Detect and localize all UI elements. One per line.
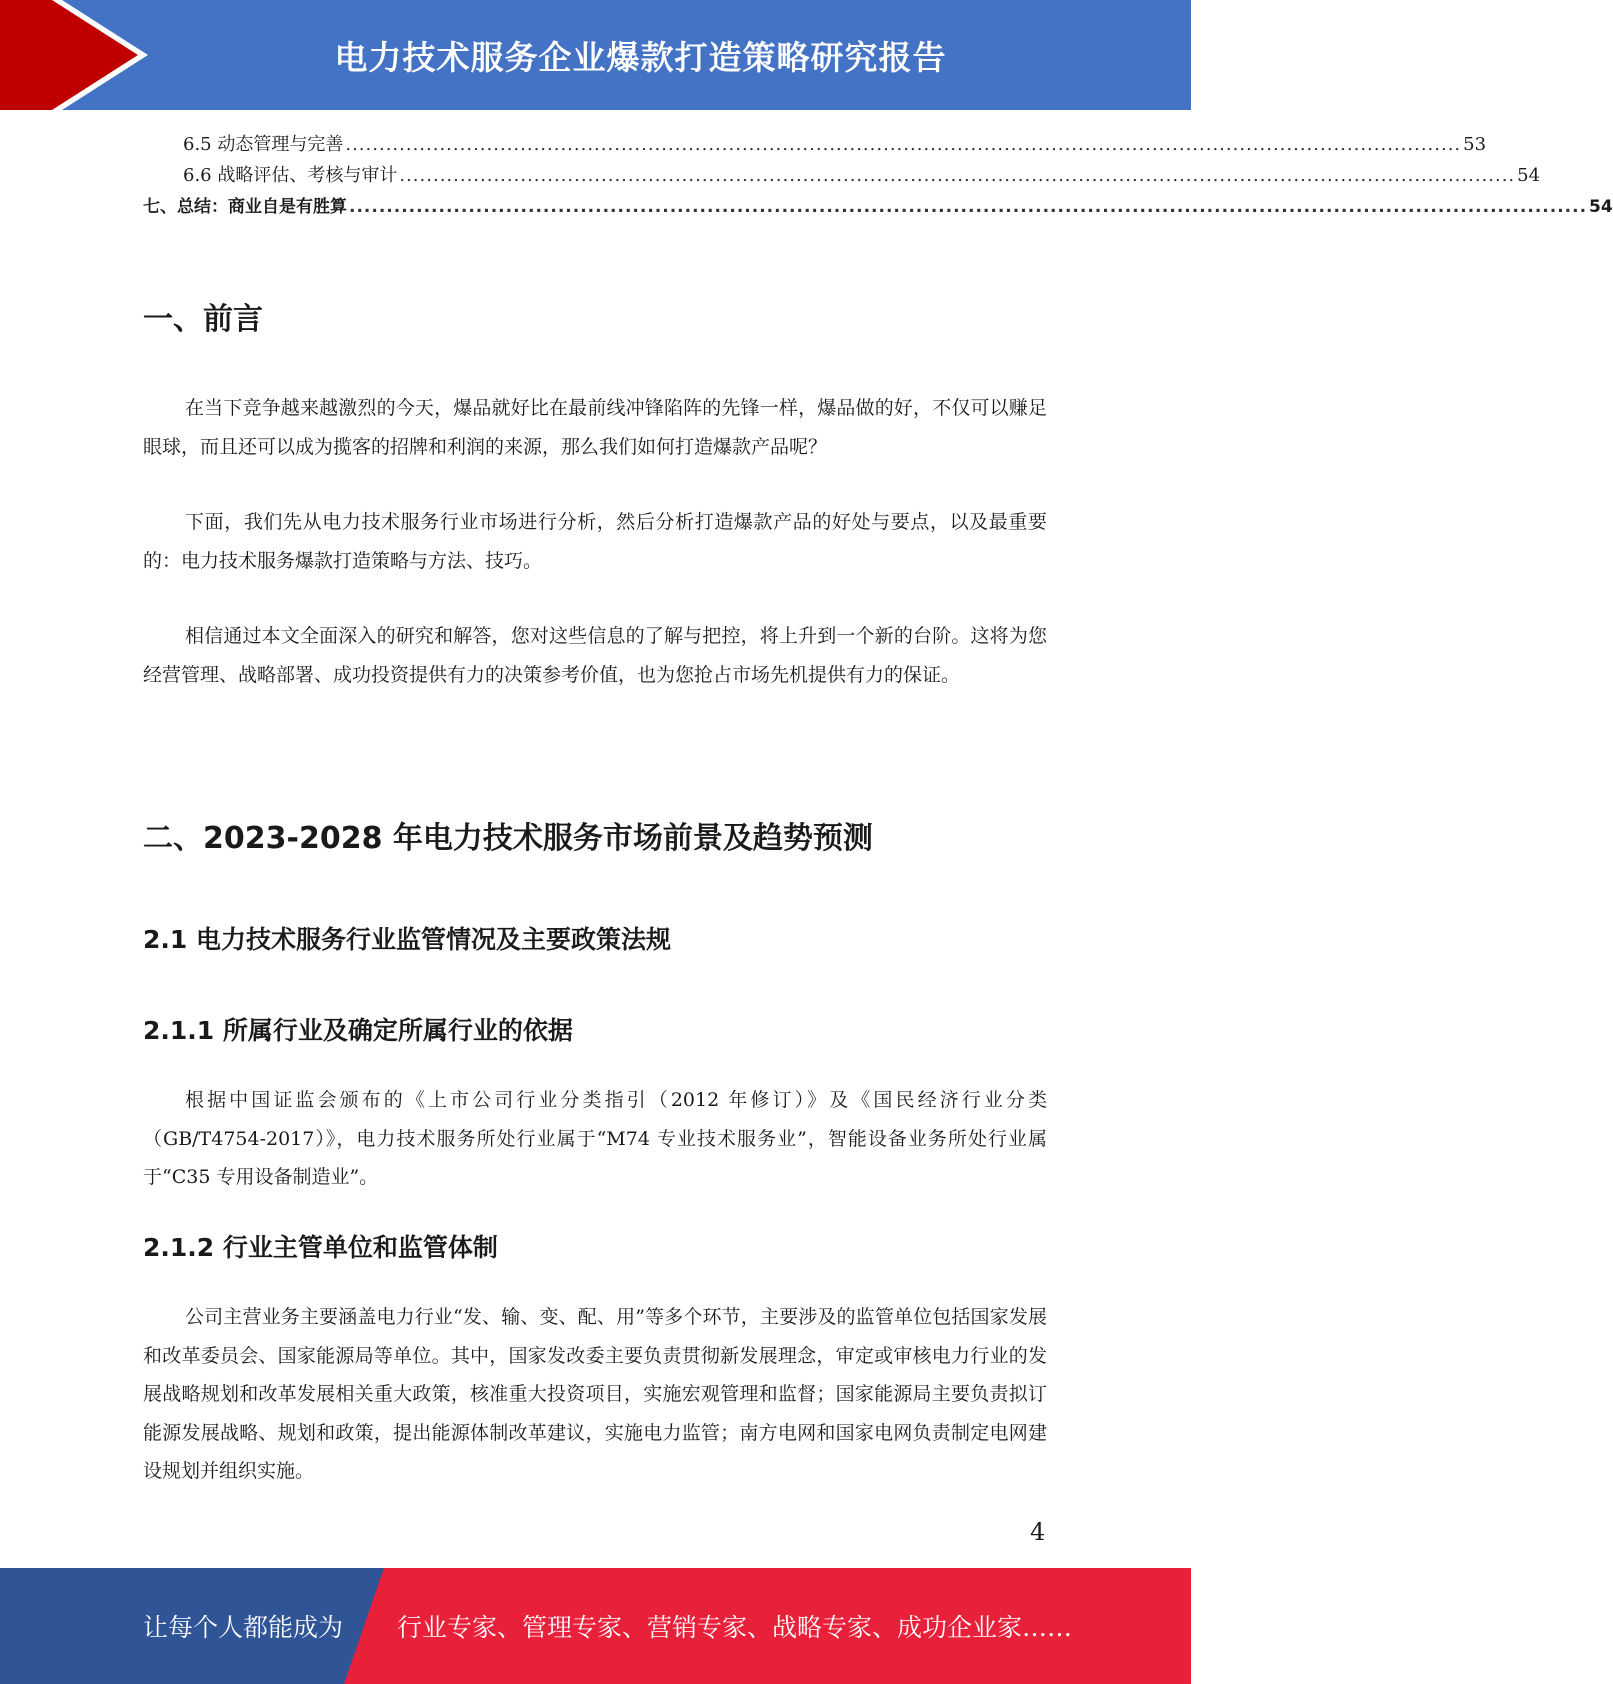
subsection-heading: 2.1 电力技术服务行业监管情况及主要政策法规: [143, 925, 671, 954]
header-title: 电力技术服务企业爆款打造策略研究报告: [334, 37, 947, 77]
subsection-heading: 2.1.2 行业主管单位和监管体制: [143, 1233, 498, 1262]
toc-leader: ......................................................................................................................................................................: [399, 165, 1516, 186]
toc-item-label: 6.6 战略评估、考核与审计: [183, 165, 398, 186]
toc-leader: ......................................................................................................................................................................: [345, 134, 1462, 155]
toc-item[interactable]: [143, 161, 1541, 187]
page-number: 4: [1030, 1518, 1046, 1546]
paragraph: 根据中国证监会颁布的《上市公司行业分类指引（2012 年修订）》及《国民经济行业分类（GB/T4754-2017）》，电力技术服务所处行业属于“M74 专业技术服务业”，智能设备业务所处行业属于“C35 专用设备制造业”。: [143, 1089, 1047, 1188]
toc-item-page: 54: [1589, 197, 1613, 217]
footer-slogan-left: 让每个人都能成为: [143, 1613, 344, 1642]
page-footer: [0, 1568, 1191, 1684]
toc-item[interactable]: [143, 192, 1613, 217]
toc-leader: ......................................................................................................................................................................: [349, 197, 1588, 217]
section-heading: 一、前言: [143, 302, 263, 337]
toc-item-label: 七、总结：商业自是有胜算: [143, 197, 347, 217]
paragraph: 相信通过本文全面深入的研究和解答，您对这些信息的了解与把控，将上升到一个新的台阶。这将为您经营管理、战略部署、成功投资提供有力的决策参考价值，也为您抢占市场先机提供有力的保证。: [143, 625, 1047, 686]
toc-item-page: 53: [1463, 134, 1487, 155]
footer-slogan-right: 行业专家、管理专家、营销专家、战略专家、成功企业家……: [397, 1613, 1073, 1642]
paragraph: 下面，我们先从电力技术服务行业市场进行分析，然后分析打造爆款产品的好处与要点，以及最重要的：电力技术服务爆款打造策略与方法、技巧。: [143, 511, 1047, 572]
toc-item-page: 54: [1517, 165, 1541, 186]
page-header: [0, 0, 1191, 110]
paragraph: 公司主营业务主要涵盖电力行业“发、输、变、配、用”等多个环节，主要涉及的监管单位包括国家发展和改革委员会、国家能源局等单位。其中，国家发改委主要负责贯彻新发展理念，审定或审核电力行业的发展战略规划和改革发展相关重大政策，核准重大投资项目，实施宏观管理和监督；国家能源局主要负责拟订能源发展战略、规划和政策，提出能源体制改革建议，实施电力监管；南方电网和国家电网负责制定电网建设规划并组织实施。: [143, 1306, 1047, 1482]
paragraph: 在当下竞争越来越激烈的今天，爆品就好比在最前线冲锋陷阵的先锋一样，爆品做的好，不仅可以赚足眼球，而且还可以成为揽客的招牌和利润的来源，那么我们如何打造爆款产品呢？: [143, 397, 1047, 458]
section-heading: 二、2023-2028 年电力技术服务市场前景及趋势预测: [143, 821, 873, 856]
subsection-heading: 2.1.1 所属行业及确定所属行业的依据: [143, 1016, 573, 1045]
toc-item[interactable]: [143, 130, 1487, 156]
toc-item-label: 6.5 动态管理与完善: [183, 134, 344, 155]
header-arrow-icon: [0, 0, 160, 110]
